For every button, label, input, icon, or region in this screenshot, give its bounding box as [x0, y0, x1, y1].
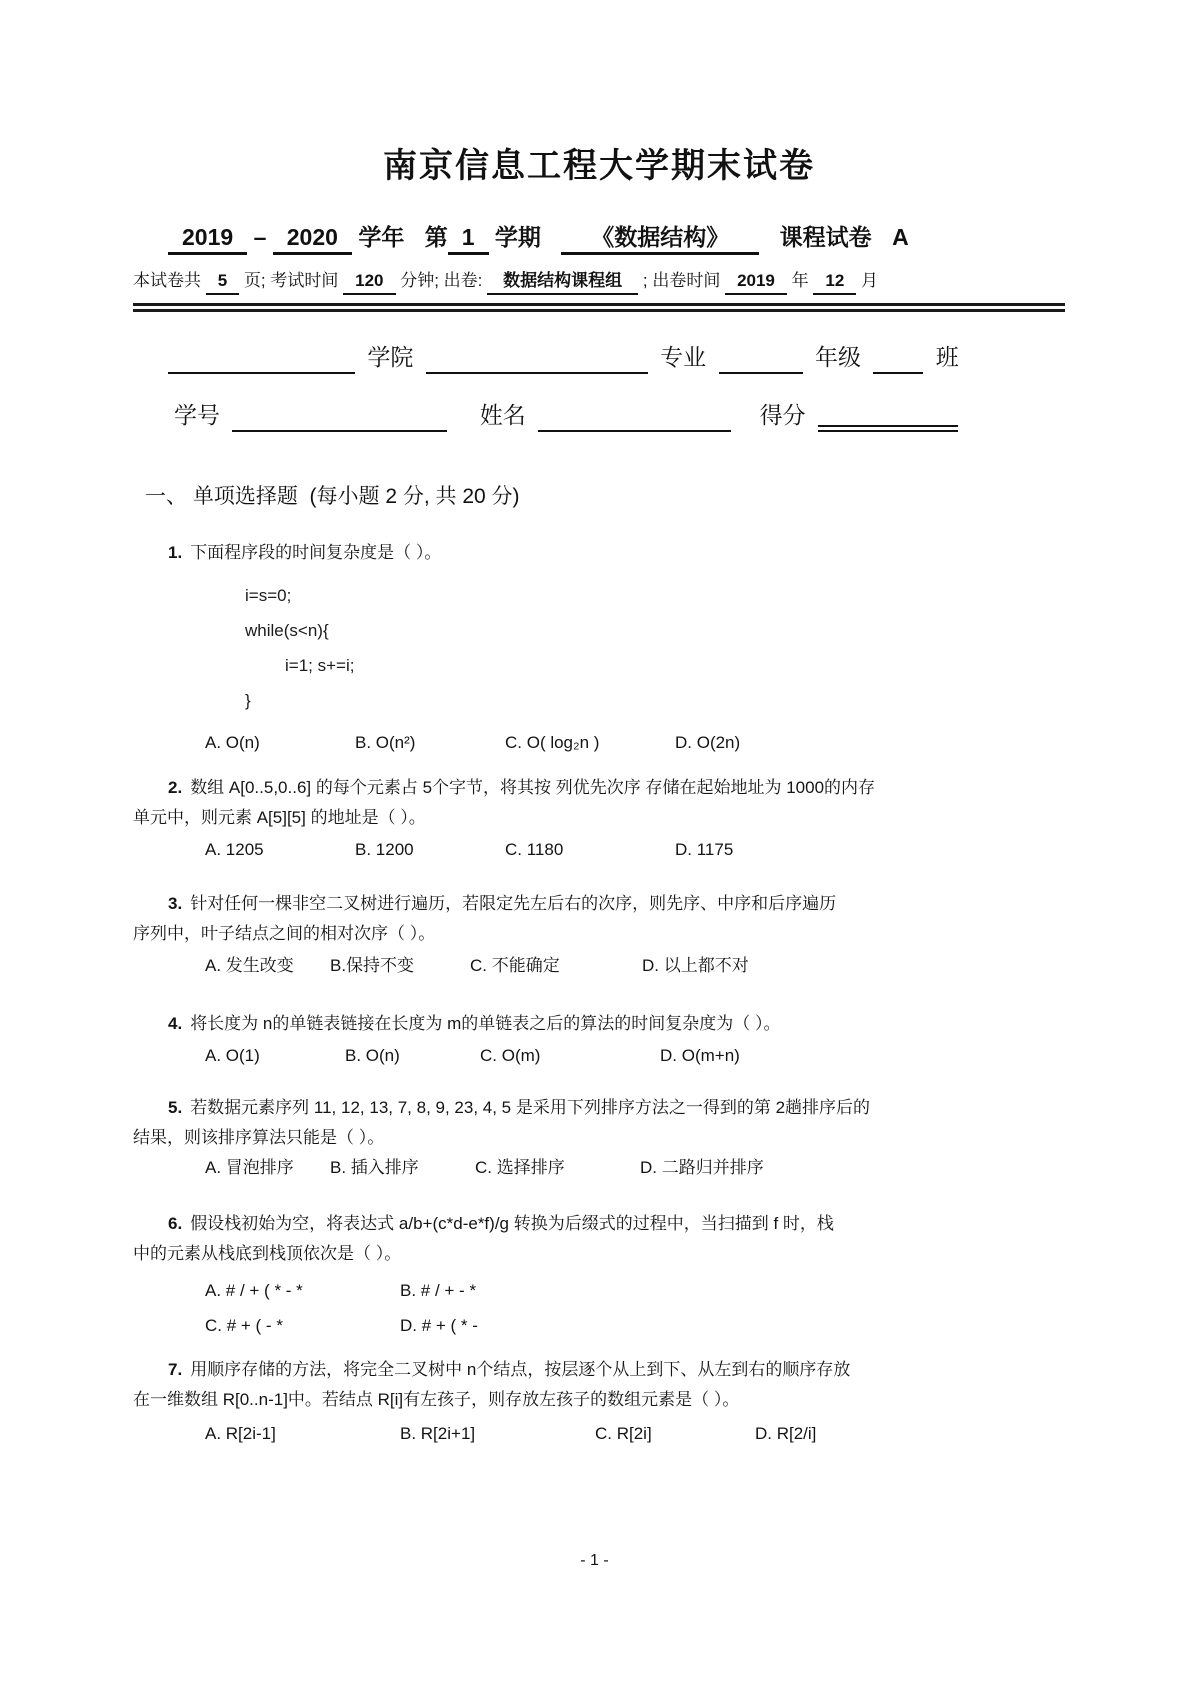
meta-line	[133, 269, 1065, 295]
question-7-options	[205, 1419, 1065, 1449]
question-4-options	[205, 1041, 1065, 1071]
student-id-blank	[232, 406, 447, 432]
page-content	[133, 0, 1065, 1449]
section-heading	[145, 482, 1065, 512]
question-5-number: 5.	[168, 1098, 183, 1117]
section-points-note: (每小题 2 分, 共 20 分)	[309, 485, 520, 508]
paper-variant: A	[892, 224, 909, 250]
paper-label: 课程试卷	[779, 224, 872, 250]
question-4-number: 4.	[168, 1014, 183, 1033]
question-5-option-a: A. 冒泡排序	[205, 1158, 294, 1177]
question-6-option-d: D. # + ( * -	[400, 1316, 478, 1335]
grade-label: 年级	[814, 344, 861, 370]
month-unit: 月	[861, 271, 879, 290]
question-7-number: 7.	[168, 1360, 183, 1379]
question-4-text: 将长度为 n的单链表链接在长度为 m的单链表之后的算法的时间复杂度为（ ）。	[190, 1014, 781, 1033]
question-1	[133, 538, 1065, 758]
question-6-stem	[168, 1209, 1065, 1239]
question-4-option-d: D. O(m+n)	[660, 1046, 740, 1065]
question-1-code-block	[245, 578, 1065, 718]
question-2-option-b: B. 1200	[355, 840, 414, 859]
pages-label: 本试卷共	[133, 271, 201, 290]
code-line: i=s=0;	[245, 586, 292, 605]
question-5-text: 若数据元素序列 11, 12, 13, 7, 8, 9, 23, 4, 5 是采用下列排序方法之一得到的第 2趟排序后的	[190, 1098, 871, 1117]
question-5-stem	[168, 1093, 1065, 1123]
question-7-stem-cont: 在一维数组 R[0..n-1]中。若结点 R[i]有左孩子，则存放左孩子的数组元素是（ ）。	[133, 1390, 740, 1409]
question-2	[133, 773, 1065, 865]
question-7-option-c: C. R[2i]	[595, 1424, 652, 1443]
score-label: 得分	[759, 402, 806, 428]
question-3-options	[205, 951, 1065, 981]
code-line: while(s<n){	[245, 621, 329, 640]
question-1-text: 下面程序段的时间复杂度是（ ）。	[190, 543, 442, 562]
question-4-option-b: B. O(n)	[345, 1046, 400, 1065]
question-6-option-c: C. # + ( - *	[205, 1316, 283, 1335]
question-6-number: 6.	[168, 1214, 183, 1233]
class-blank	[873, 348, 923, 374]
question-5-options	[205, 1153, 1065, 1183]
term-label: 学年	[358, 224, 405, 250]
minutes-unit: 分钟; 出卷:	[400, 271, 483, 290]
name-label: 姓名	[479, 402, 526, 428]
question-2-option-c: C. 1180	[505, 840, 564, 859]
question-6-stem-cont: 中的元素从栈底到栈顶依次是（ ）。	[133, 1244, 402, 1263]
code-line: }	[245, 691, 251, 710]
name-blank	[538, 406, 731, 432]
college-blank	[168, 348, 355, 374]
question-5-option-c: C. 选择排序	[475, 1158, 565, 1177]
question-3-option-a: A. 发生改变	[205, 956, 294, 975]
question-5	[133, 1093, 1065, 1183]
section-title: 一、 单项选择题	[145, 485, 298, 508]
question-3-option-b: B.保持不变	[330, 956, 415, 975]
year-end-field: 2020	[273, 222, 352, 255]
question-5-option-d: D. 二路归并排序	[640, 1158, 764, 1177]
grade-blank	[719, 348, 803, 374]
course-name-field: 《数据结构》	[561, 222, 759, 255]
year-start-field: 2019	[168, 222, 247, 255]
question-2-stem-cont: 单元中，则元素 A[5][5] 的地址是（ ）。	[133, 808, 426, 827]
question-6	[133, 1209, 1065, 1343]
student-form-row-2	[168, 398, 1065, 432]
question-6-options	[205, 1273, 1065, 1343]
question-2-stem	[168, 773, 1065, 803]
year-dash: –	[253, 224, 267, 250]
question-7-stem	[168, 1355, 1065, 1385]
question-1-option-a: A. O(n)	[205, 733, 260, 752]
page-title: 南京信息工程大学期末试卷	[383, 147, 815, 185]
class-label: 班	[935, 344, 959, 370]
score-blank	[818, 406, 958, 432]
question-3	[133, 889, 1065, 981]
question-4-option-c: C. O(m)	[480, 1046, 541, 1065]
major-label: 专业	[660, 344, 707, 370]
question-4	[133, 1009, 1065, 1071]
di-label: 第	[424, 224, 448, 250]
question-5-stem-cont: 结果，则该排序算法只能是（ ）。	[133, 1128, 385, 1147]
question-4-option-a: A. O(1)	[205, 1046, 260, 1065]
question-6-option-a: A. # / + ( * - *	[205, 1281, 303, 1300]
question-3-number: 3.	[168, 894, 183, 913]
term-number-field: 1	[448, 222, 489, 255]
question-3-option-d: D. 以上都不对	[642, 956, 749, 975]
question-1-option-c: C. O( log₂n )	[505, 733, 600, 752]
question-6-option-b: B. # / + - *	[400, 1281, 477, 1300]
time-label: ; 出卷时间	[642, 271, 721, 290]
question-2-number: 2.	[168, 778, 183, 797]
question-3-option-c: C. 不能确定	[470, 956, 560, 975]
question-1-options	[205, 728, 1065, 758]
question-7-text: 用顺序存储的方法，将完全二叉树中 n个结点，按层逐个从上到下、从左到右的顺序存放	[190, 1360, 851, 1379]
question-7	[133, 1355, 1065, 1449]
question-7-option-d: D. R[2/i]	[755, 1424, 817, 1443]
pages-unit: 页; 考试时间	[243, 271, 339, 290]
student-id-label: 学号	[174, 402, 220, 428]
question-2-option-a: A. 1205	[205, 840, 264, 859]
code-line: i=1; s+=i;	[285, 656, 355, 675]
question-1-option-d: D. O(2n)	[675, 733, 741, 752]
question-3-stem-cont: 序列中，叶子结点之间的相对次序（ ）。	[133, 924, 436, 943]
question-2-text: 数组 A[0..5,0..6] 的每个元素占 5个字节，将其按 列优先次序 存储在起始地址为 1000的内存	[190, 778, 876, 797]
author-value: 数据结构课程组	[487, 269, 638, 295]
question-1-option-b: B. O(n²)	[355, 733, 416, 752]
issue-year-value: 2019	[725, 269, 787, 295]
page-number: - 1 -	[580, 1552, 609, 1569]
student-form-row-1	[168, 340, 1065, 374]
question-2-options	[205, 835, 1065, 865]
question-2-option-d: D. 1175	[675, 840, 734, 859]
major-blank	[426, 348, 648, 374]
college-label: 学院	[367, 344, 414, 370]
semester-label: 学期	[494, 224, 541, 250]
issue-month-value: 12	[813, 269, 856, 295]
question-4-stem	[168, 1009, 1065, 1039]
question-3-stem	[168, 889, 1065, 919]
year-unit: 年	[791, 271, 809, 290]
minutes-value: 120	[343, 269, 395, 295]
question-1-stem	[168, 538, 1065, 568]
question-3-text: 针对任何一棵非空二叉树进行遍历，若限定先左后右的次序，则先序、中序和后序遍历	[190, 894, 837, 913]
question-7-option-a: A. R[2i-1]	[205, 1424, 276, 1443]
course-line	[168, 222, 1065, 255]
pages-value: 5	[206, 269, 239, 295]
question-6-text: 假设栈初始为空，将表达式 a/b+(c*d-e*f)/g 转换为后缀式的过程中，当扫描到 f 时，栈	[190, 1214, 834, 1233]
header-divider	[133, 303, 1065, 312]
question-7-option-b: B. R[2i+1]	[400, 1424, 476, 1443]
question-1-number: 1.	[168, 543, 183, 562]
question-5-option-b: B. 插入排序	[330, 1158, 419, 1177]
